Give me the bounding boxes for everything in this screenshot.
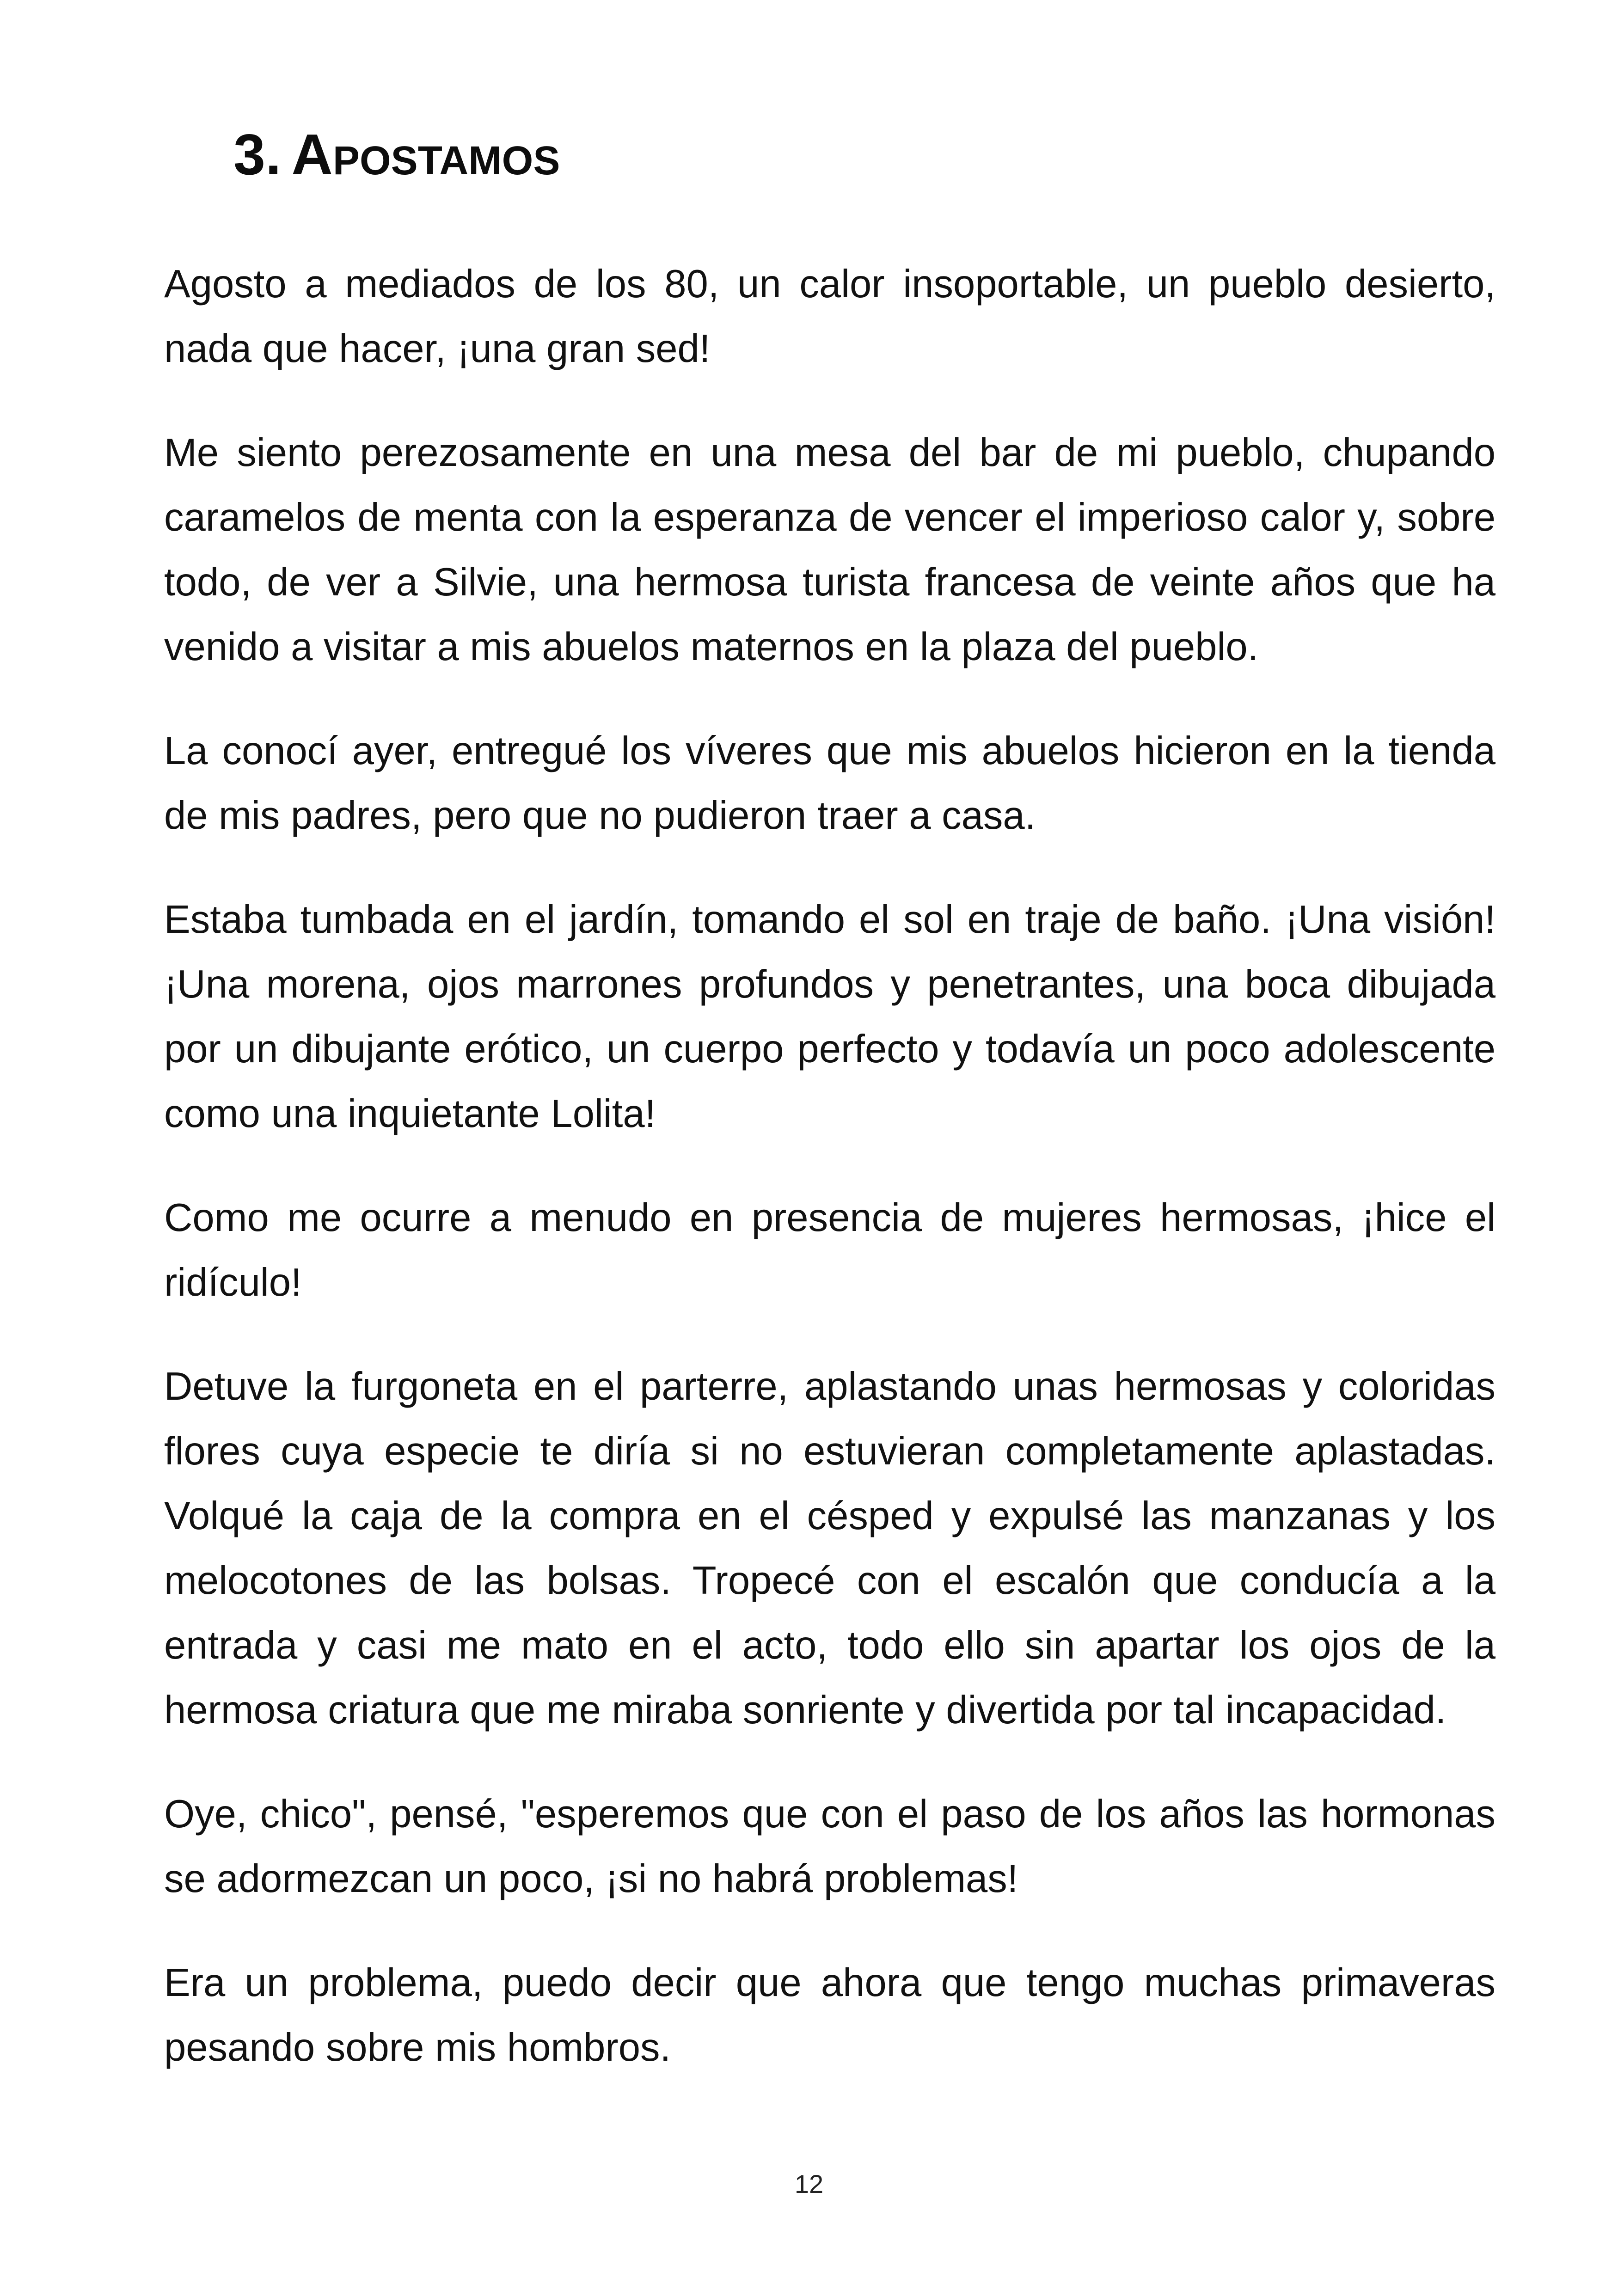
paragraph-3: La conocí ayer, entregué los víveres que mis abuelos hicieron en la tienda de mis padres, pero que no pudieron traer a casa.: [164, 729, 1495, 838]
chapter-number: 3.: [233, 123, 282, 187]
chapter-title: [233, 118, 560, 192]
paragraph-2: Me siento perezosamente en una mesa del bar de mi pueblo, chupando caramelos de menta con la esperanza de vencer el imperioso calor y, sobre todo, de ver a Silvie, una hermosa turista francesa de veinte años que ha venido a visitar a mis abuelos maternos en la plaza del pueblo.: [164, 431, 1495, 669]
paragraph-6: Detuve la furgoneta en el parterre, aplastando unas hermosas y coloridas flores cuya especie te diría si no estuvieran completamente aplastadas. Volqué la caja de la compra en el césped y expulsé las manzanas y los melocotones de las bolsas. Tropecé con el escalón que conducía a la entrada y casi me mato en el acto, todo ello sin apartar los ojos de la hermosa criatura que me miraba sonriente y divertida por tal incapacidad.: [164, 1365, 1495, 1732]
paragraph-7: Oye, chico", pensé, "esperemos que con el paso de los años las hormonas se adormezcan un poco, ¡si no habrá problemas!: [164, 1792, 1495, 1901]
page-number: 12: [794, 2169, 824, 2198]
paragraph-1: Agosto a mediados de los 80, un calor insoportable, un pueblo desierto, nada que hacer, ¡una gran sed!: [164, 262, 1495, 371]
chapter-title-text: Apostamos: [291, 123, 560, 187]
paragraph-5: Como me ocurre a menudo en presencia de mujeres hermosas, ¡hice el ridículo!: [164, 1196, 1495, 1304]
paragraph-4: Estaba tumbada en el jardín, tomando el sol en traje de baño. ¡Una visión! ¡Una morena, ojos marrones profundos y penetrantes, una boca dibujada por un dibujante erótico, un cuerpo perfecto y todavía un poco adolescente como una inquietante Lolita!: [164, 898, 1495, 1136]
paragraph-8: Era un problema, puedo decir que ahora que tengo muchas primaveras pesando sobre mis hombros.: [164, 1961, 1495, 2069]
chapter-body: [164, 252, 1495, 2119]
